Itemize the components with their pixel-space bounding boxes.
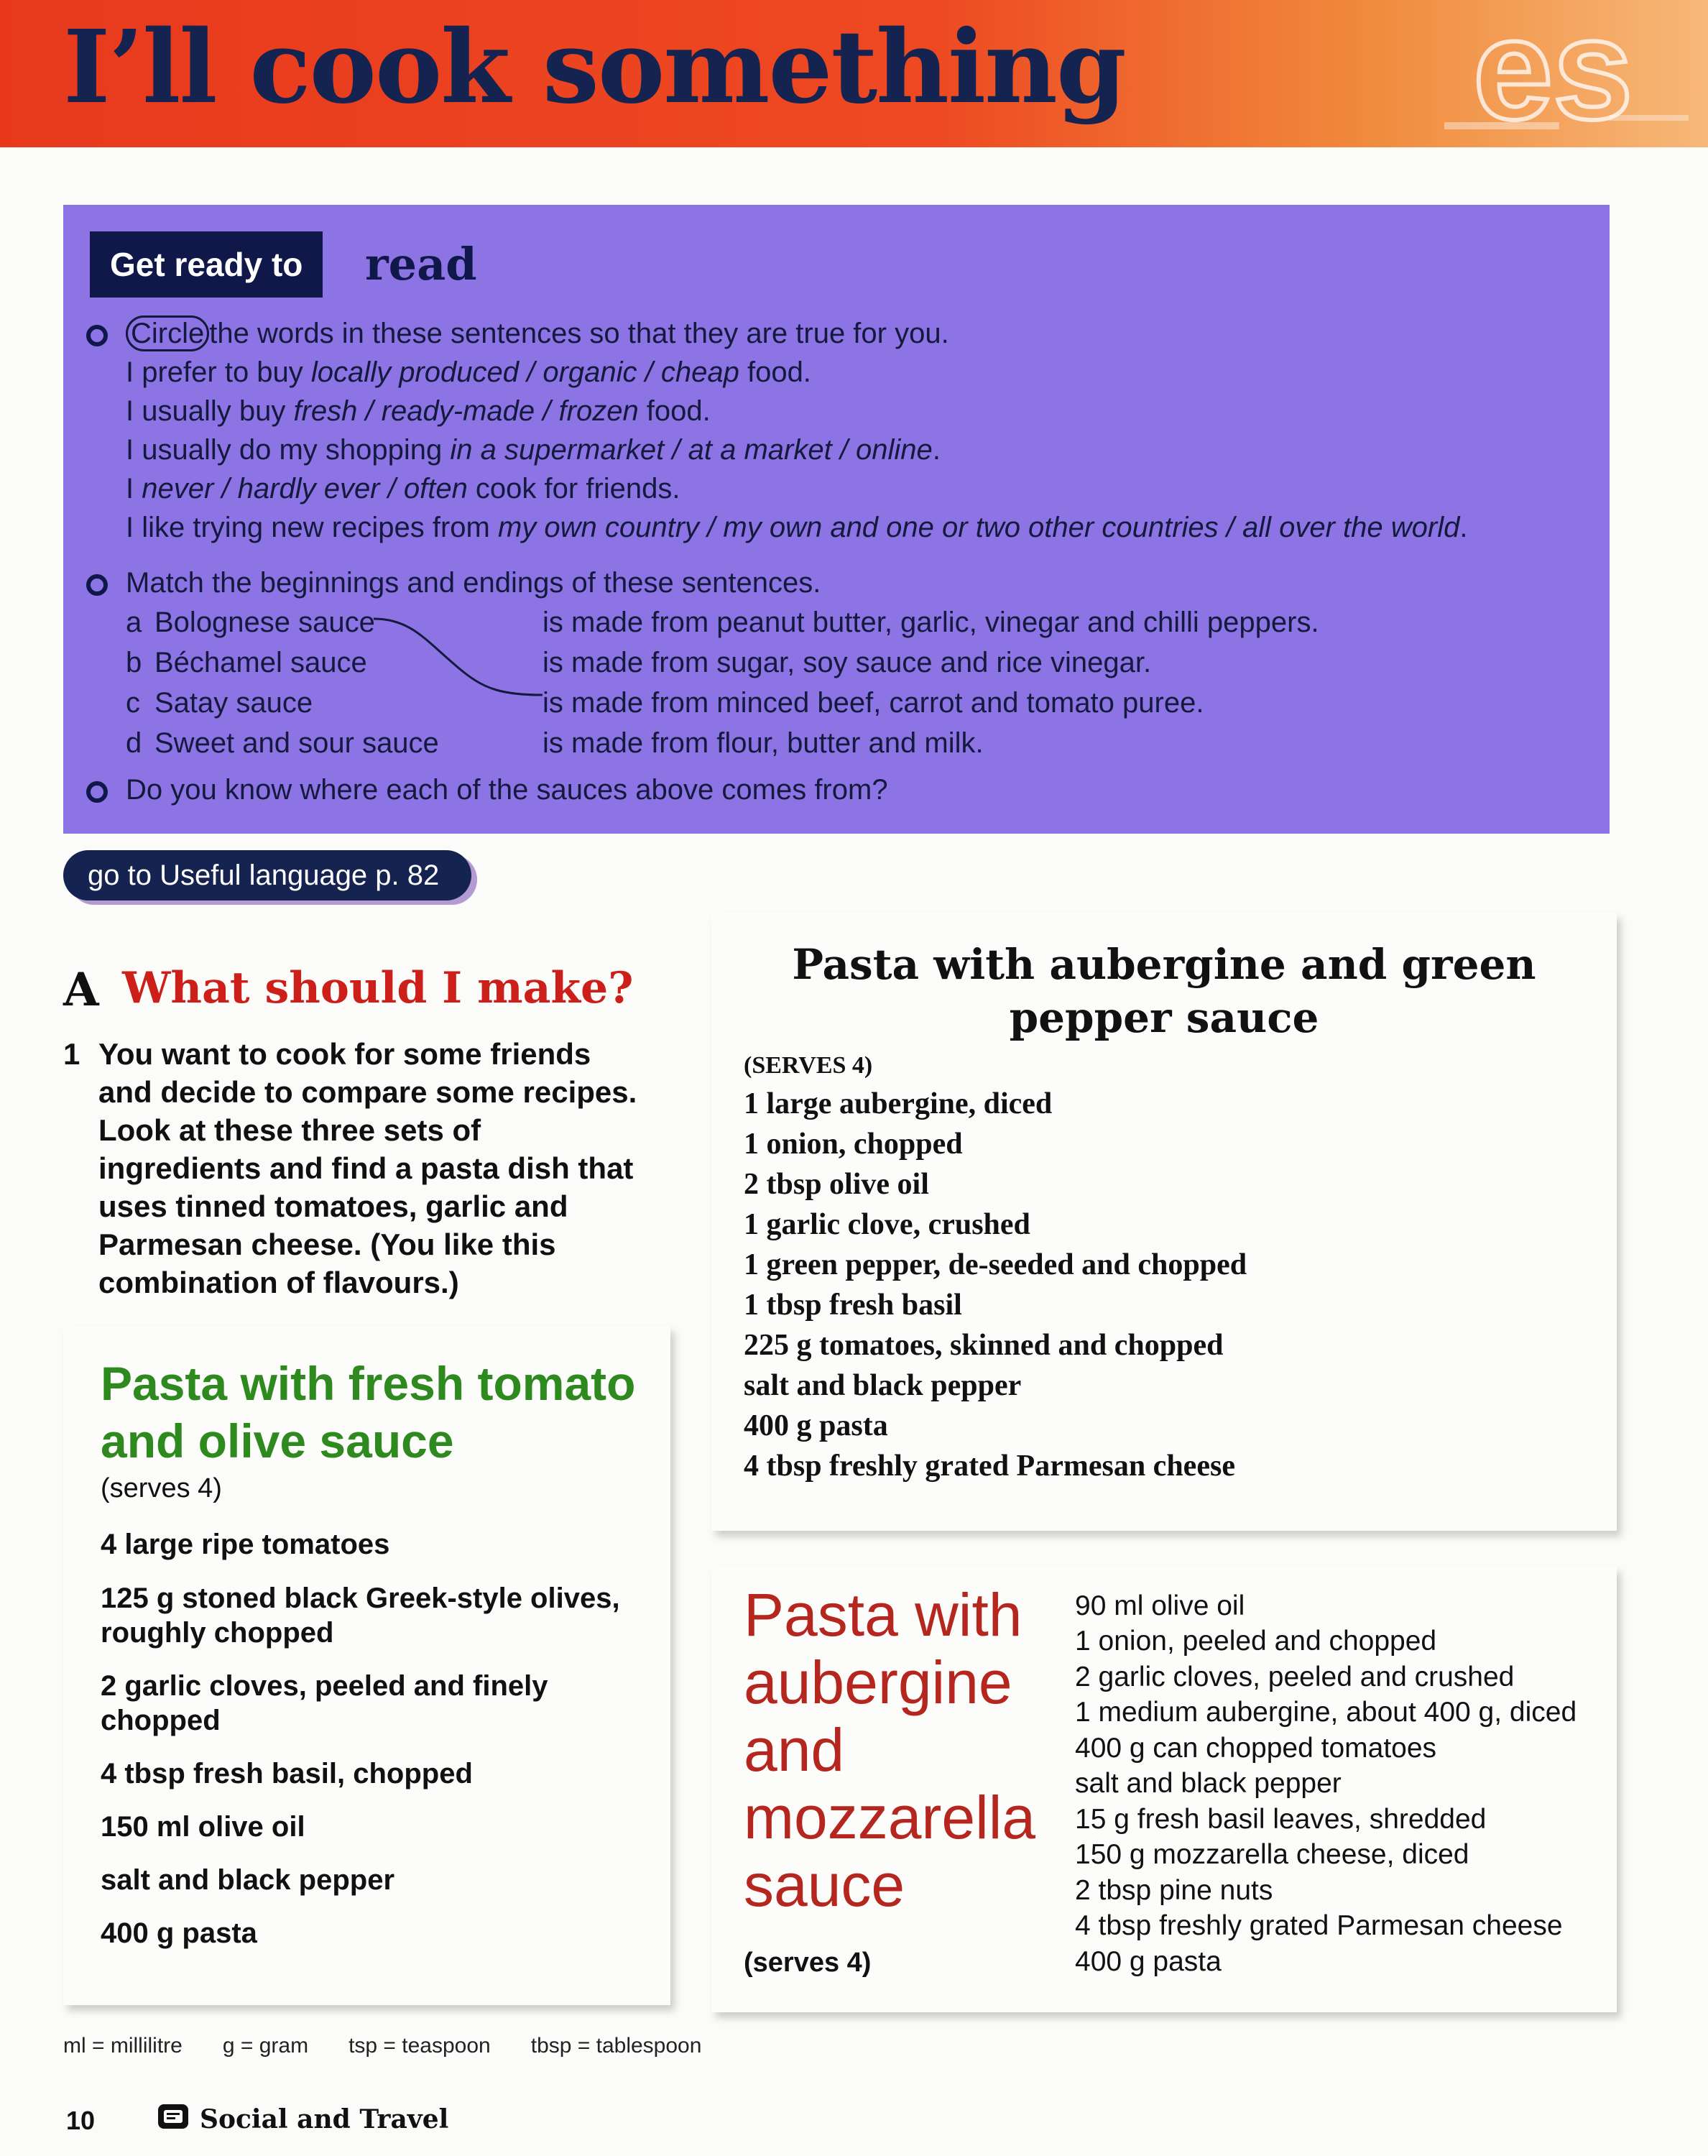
instruction-origin: Do you know where each of the sauces above comes from? xyxy=(126,774,888,806)
book-title: Social and Travel xyxy=(200,2104,449,2134)
preference-sentence xyxy=(126,469,1467,508)
sentence-text: food. xyxy=(739,356,811,388)
decorative-logo xyxy=(1430,0,1708,147)
ingredient: salt and black pepper xyxy=(101,1864,395,1896)
sauce-ending: is made from peanut butter, garlic, vinegar and chilli peppers. xyxy=(543,607,1319,638)
instruction-match: Match the beginnings and endings of these sentences. xyxy=(126,567,821,599)
task-text: You want to cook for some friends and decide to compare some recipes. Look at these three sets of ingredients and find a pasta dish that uses tinned tomatoes, garlic and Parmesan cheese. (You like this combination of flavours.) xyxy=(98,1037,637,1299)
recipe-title: Pasta with fresh tomato and olive sauce xyxy=(101,1357,636,1468)
sentence-text: I usually do my shopping xyxy=(126,434,451,466)
sauce-name: Béchamel sauce xyxy=(154,647,367,678)
recipe-serves: (serves 4) xyxy=(101,1473,222,1503)
circled-word: Circle xyxy=(126,315,209,351)
bullet-icon xyxy=(86,325,108,346)
ingredient: 1 garlic clove, crushed xyxy=(744,1208,1030,1241)
sentence-text: I usually buy xyxy=(126,395,294,427)
sauce-ending: is made from minced beef, carrot and tomato puree. xyxy=(543,687,1204,719)
sauce-ending: is made from flour, butter and milk. xyxy=(543,727,984,759)
useful-language-link[interactable]: go to Useful language p. 82 xyxy=(63,850,471,900)
sentence-text: . xyxy=(932,434,941,466)
section-letter: A xyxy=(63,963,99,1017)
ingredient: 125 g stoned black Greek-style olives, roughly chopped xyxy=(101,1583,620,1649)
bullet-icon xyxy=(86,574,108,596)
sentence-text: . xyxy=(1459,512,1468,543)
ingredient: salt and black pepper xyxy=(1075,1768,1342,1799)
sentence-text: food. xyxy=(638,395,711,427)
sauce-name: Satay sauce xyxy=(154,687,313,719)
ingredient: 400 g pasta xyxy=(744,1409,888,1442)
preference-sentences xyxy=(126,353,1467,547)
ingredient: 150 g mozzarella cheese, diced xyxy=(1075,1839,1469,1870)
sauce-name: Sweet and sour sauce xyxy=(154,727,439,759)
bullet-icon xyxy=(86,781,108,803)
instruction-circle xyxy=(126,314,949,353)
option-choices[interactable]: never / hardly ever / often xyxy=(142,473,468,505)
ingredient: 4 tbsp freshly grated Parmesan cheese xyxy=(1075,1910,1563,1941)
sentence-text: I prefer to buy xyxy=(126,356,311,388)
task-number: 1 xyxy=(63,1037,80,1071)
recipe-title: Pasta with aubergine and mozzarella sauce xyxy=(744,1581,1036,1919)
preference-sentence xyxy=(126,508,1467,547)
ingredient: 2 garlic cloves, peeled and finely chopped xyxy=(101,1670,548,1736)
sentence-text: I xyxy=(126,473,142,505)
abbreviation: tsp = teaspoon xyxy=(348,2034,491,2058)
ingredient: 1 onion, chopped xyxy=(744,1128,963,1161)
option-choices[interactable]: locally produced / organic / cheap xyxy=(310,356,739,388)
ingredient: 1 green pepper, de-seeded and chopped xyxy=(744,1248,1247,1281)
ingredient: 1 onion, peeled and chopped xyxy=(1075,1626,1437,1657)
ingredient: 4 tbsp fresh basil, chopped xyxy=(101,1758,473,1789)
preference-sentence xyxy=(126,392,1467,430)
book-series-icon xyxy=(157,2101,190,2132)
ingredient: 4 tbsp freshly grated Parmesan cheese xyxy=(744,1450,1235,1483)
ingredient: 1 tbsp fresh basil xyxy=(744,1289,962,1322)
option-choices[interactable]: in a supermarket / at a market / online xyxy=(450,434,933,466)
recipe-serves: (SERVES 4) xyxy=(744,1052,873,1079)
abbreviation: ml = millilitre xyxy=(63,2034,183,2058)
ingredient: 4 large ripe tomatoes xyxy=(101,1529,390,1560)
sauce-name: Bolognese sauce xyxy=(154,607,375,638)
ingredient: 150 ml olive oil xyxy=(101,1811,305,1843)
instruction-circle-text: the words in these sentences so that they are true for you. xyxy=(209,318,949,349)
sauce-ending: is made from sugar, soy sauce and rice vinegar. xyxy=(543,647,1152,678)
ingredient: 90 ml olive oil xyxy=(1075,1590,1245,1621)
abbreviation: g = gram xyxy=(222,2034,309,2058)
ingredient: 15 g fresh basil leaves, shredded xyxy=(1075,1804,1487,1835)
get-ready-skill: read xyxy=(365,238,477,290)
preference-sentence xyxy=(126,430,1467,469)
item-letter: b xyxy=(126,647,142,678)
option-choices[interactable]: fresh / ready-made / frozen xyxy=(293,395,639,427)
recipe-serves: (serves 4) xyxy=(744,1948,872,1978)
ingredient: 1 large aubergine, diced xyxy=(744,1087,1053,1120)
ingredient: salt and black pepper xyxy=(744,1369,1022,1402)
ingredient: 400 g pasta xyxy=(1075,1946,1222,1977)
preference-sentence xyxy=(126,353,1467,392)
sentence-text: I like trying new recipes from xyxy=(126,512,498,543)
page-title: I’ll cook something xyxy=(63,9,1125,126)
item-letter: d xyxy=(126,727,142,759)
ingredient: 1 medium aubergine, about 400 g, diced xyxy=(1075,1697,1577,1728)
ingredient: 400 g pasta xyxy=(101,1917,257,1949)
match-line xyxy=(370,614,546,701)
item-letter: c xyxy=(126,687,140,719)
get-ready-label: Get ready to xyxy=(90,231,323,298)
ingredient: 2 garlic cloves, peeled and crushed xyxy=(1075,1662,1515,1692)
section-title: What should I make? xyxy=(122,963,634,1013)
ingredient: 400 g can chopped tomatoes xyxy=(1075,1733,1437,1764)
ingredient: 225 g tomatoes, skinned and chopped xyxy=(744,1329,1224,1362)
sentence-text: cook for friends. xyxy=(467,473,680,505)
deco-text: es xyxy=(1473,0,1633,147)
abbreviations xyxy=(63,2034,742,2058)
recipe-title: Pasta with aubergine and green pepper sauce xyxy=(792,940,1536,1042)
item-letter: a xyxy=(126,607,142,638)
page-number: 10 xyxy=(66,2106,96,2135)
sauce-beginning xyxy=(126,723,439,763)
sauce-endings xyxy=(543,602,1319,763)
ingredient: 2 tbsp pine nuts xyxy=(1075,1875,1273,1906)
option-choices[interactable]: my own country / my own and one or two other countries / all over the world xyxy=(497,512,1460,543)
abbreviation: tbsp = tablespoon xyxy=(530,2034,702,2058)
ingredient: 2 tbsp olive oil xyxy=(744,1168,929,1201)
